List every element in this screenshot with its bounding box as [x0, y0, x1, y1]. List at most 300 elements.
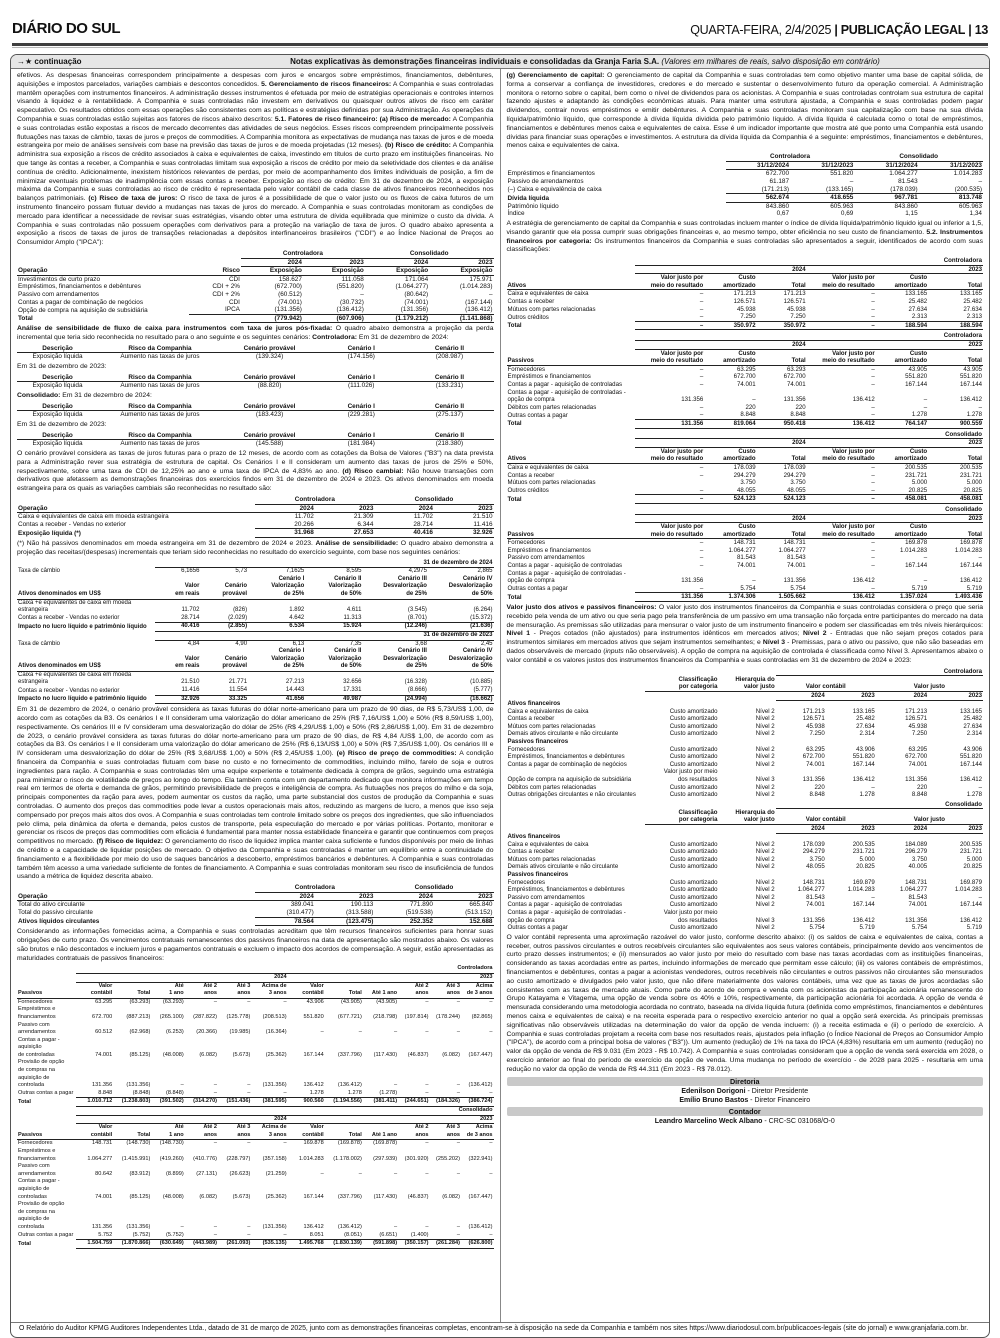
table-cell: 2023 [434, 504, 494, 513]
masthead-rule [12, 43, 988, 48]
table-cell: (261.284) [430, 1240, 461, 1249]
table-cell: 171.213 [905, 707, 928, 715]
table-cell: (21.259) [265, 1170, 287, 1177]
table-cell: 8.051 [288, 1232, 325, 1240]
table-cell: Outras contas a pagar [507, 411, 568, 419]
table-cell: 200.535 [959, 463, 982, 471]
table-cell: Custo amortizado [669, 783, 718, 791]
table-cell: 27.634 [963, 305, 982, 313]
table-cell: (229.281) [347, 411, 375, 419]
table-cell: 169.879 [959, 878, 982, 886]
financial-table [507, 257, 984, 330]
table-cell: Caixa e equivalentes de caixa [507, 840, 589, 848]
table-cell: Ativos líquidos circulantes [18, 918, 100, 926]
table-cell: 131.356 [92, 1082, 113, 1089]
table-cell: Ativos [507, 274, 636, 290]
table-cell: 190.113 [350, 901, 374, 909]
table-cell: Aumento nas taxas de juros [120, 440, 200, 448]
table-cell [507, 676, 645, 692]
table-cell [928, 833, 983, 841]
table-cell: – [699, 381, 704, 389]
table-cell: (178.039) [854, 186, 918, 194]
table-cell: – [425, 998, 429, 1005]
financial-table [17, 250, 494, 323]
table-cell: Total [757, 274, 807, 290]
table-cell: 20.825 [963, 863, 982, 871]
table-cell: Aumento nas taxas de juros [120, 411, 200, 419]
table-cell: – [699, 290, 704, 298]
table-cell: (145.588) [255, 440, 284, 448]
table-cell: (310.477) [255, 909, 315, 917]
table-cell: Acima de 3 anos [461, 1124, 494, 1140]
table-cell: Empréstimos e financiamentos [18, 1148, 56, 1162]
table-cell: 27.213 [285, 679, 305, 686]
table-cell: – [871, 554, 875, 562]
table-cell: – [635, 495, 704, 504]
table-cell: Ativos financeiros [507, 700, 561, 707]
table-cell: Risco da Companhia [98, 403, 222, 411]
table-cell [189, 314, 241, 323]
table-cell: Nível 2 [755, 745, 775, 753]
table-cell: 220 [795, 403, 806, 411]
table-cell: (151.436) [218, 1098, 251, 1107]
table-cell: Empréstimos e financiamentos [507, 170, 595, 178]
table-cell: – [456, 1082, 460, 1089]
table-cell: – [247, 1223, 251, 1230]
table-cell: Custo amortizado [876, 274, 928, 290]
table-cell: 8.848 [911, 791, 928, 799]
table-cell: Outros créditos [507, 313, 549, 321]
table-cell: (2.855) [200, 623, 248, 632]
table-cell [507, 439, 636, 448]
table-cell: 131.356 [635, 593, 704, 602]
table-cell: 167.144 [959, 901, 982, 909]
table-cell: 2023 [807, 439, 983, 448]
table-cell: 136.412 [807, 593, 876, 602]
table-cell: – [871, 403, 875, 411]
table-cell: 5.000 [911, 479, 928, 487]
table-cell: 126.571 [783, 298, 806, 306]
table-cell: – [871, 562, 875, 570]
table-cell: – [871, 893, 875, 901]
table-cell: – [699, 298, 704, 306]
table-cell: Taxa de câmbio [18, 640, 61, 647]
table-cell: – [699, 373, 704, 381]
table-cell: Custo amortizado [876, 447, 928, 463]
table-cell: 5.719 [859, 924, 875, 932]
table-cell: 2023 [429, 258, 493, 267]
table-cell: 7,35 [349, 640, 362, 647]
table-cell: (381.411) [363, 1098, 398, 1107]
table-cell: 2024 [776, 825, 826, 834]
table-cell: 11.702 [294, 513, 314, 521]
table-cell: Exposição líquida [32, 382, 83, 390]
table-cell: 74.001 [908, 760, 928, 768]
table-cell: 63.293 [787, 365, 806, 373]
table-cell: – [358, 1170, 362, 1177]
table-cell: Total [113, 1124, 151, 1140]
table-cell: 178.039 [783, 463, 806, 471]
table-cell [17, 560, 155, 568]
notice-title [187, 57, 983, 66]
table-cell: 8.848 [704, 411, 756, 419]
table-cell: (60.512) [278, 290, 302, 298]
table-cell: – [461, 1232, 494, 1240]
notice-header [11, 55, 989, 69]
table-cell: – [283, 1140, 287, 1147]
table-cell: (5.673) [232, 1051, 251, 1058]
table-cell: 2023 [928, 825, 983, 834]
table-cell: 5.754 [757, 585, 807, 593]
table-cell: 171.213 [802, 707, 825, 715]
table-cell: Total [507, 593, 522, 601]
table-cell: Contas a receber [507, 715, 555, 723]
table-cell: Nível 2 [755, 893, 775, 901]
table-cell: – [923, 577, 928, 585]
table-cell: Nível 3 [755, 916, 775, 924]
table-cell: (125.778) [226, 1013, 251, 1020]
table-cell: 1.505.662 [757, 593, 807, 602]
table-cell: 1.357.024 [876, 593, 928, 602]
financial-table [17, 432, 494, 448]
table-cell: – [635, 487, 704, 495]
table-cell: (5.752) [113, 1232, 151, 1240]
paragraph: Em 31 de dezembro de 2024, o cenário provável considera as taxas futuras do dólar norte-americano para um prazo de 90 dias, de R$ 5,73/US$ 1,00, de acordo com as cotações da B3. Os cenários I e II consideram uma valorização do dólar americano de 25% (R$ 7,16/US$ 1,00) e 50% (R$ 8,59/US$ 1,00), respectivamente. Os cenários III e IV consideram uma desvalorização do dólar de 25% (R$ 4,29/US$ 1,00) e 50% (R$ 2,86/US$ 1,00). Em 31 de dezembro de 2023, o cenário provável considera as taxas futuras do dólar norte-americano para um prazo de 90 dias, de R$ 4,84 /US$ 1,00, de acordo com as cotações da B3. Os cenários I e II consideram uma valorização do dólar americano de 25% (R$ 6,13/US$ 1,00) e 50% (R$ 7,35/US$ 1,00). Os cenários III e IV consideram uma desvalorização do dólar de 25% (R$ 3,68/US$ 1,00) e 50% (R$ 2,45/US$ 1,00). (e) Risco de preço de commodities: A condição financeira da Companhia e suas controladas flutuam com base no custo e no fornecimento de commodities, incluindo milho, farelo de soja e outros ingredientes para ração. A Companhia e suas controladas têm uma equipe experiente e totalmente dedicada à compra de grãos, seguindo uma estratégia para minimizar o risco de volatilidade de preços ao longo do tempo. Ela também conta com um departamento dedicado que monitora informações em tempo real em termos de oferta e demanda de grãos, permitindo previsibilidade de preços e inteligência de compra. As flutuações nos preços do milho e da soja, principais componentes da ração para aves, podem aumentar os custos da ração, uma parte substancial dos custos de produção da Companhia e suas controladas. O aumento dos preços das commodities pode levar a custos operacionais mais altos, reduzindo as margens de lucro, a menos que isso seja compensado por preços mais altos dos ovos. A Companhia e suas controladas tem controle limitado sobre os preços dos ingredientes, que são influenciados pelo clima, pela dinâmica da oferta e demanda, pelos custos de transporte, pela especulação do mercado e por várias políticas. Portanto, monitorar e gerenciar os riscos de preços das commodities com eficácia é fundamental para manter nossa estabilidade financeira e garantir que continuemos com preços competitivos no mercado. (f) Risco de liquidez: O gerenciamento do risco de liquidez implica manter caixa suficiente e fundos disponíveis por meio de linhas de crédito e a capacidade de liquidar posições de mercado. O objetivo da Companhia e suas controladas é manter um equilíbrio entre a continuidade do financiamento e a flexibilidade por meio do uso de saques bancários a descoberto, empréstimos bancários e debêntures. A Companhia e suas controladas também têm acesso a uma variedade suficiente de fontes de financiamento. A Companhia e suas controladas monitoram seu risco de insuficiência de fundos usando a métrica de liquidez descrita abaixo. [17, 706, 494, 881]
table-cell: 48.055 [806, 863, 825, 871]
table-cell: Nível 2 [755, 722, 775, 730]
table-cell: – [635, 321, 704, 330]
table-cell: 5.719 [876, 585, 928, 593]
table-cell: 2,865 [477, 568, 493, 575]
paragraph: Consolidado: Em 31 de dezembro de 2024: [17, 392, 152, 400]
table-cell: (551.820) [336, 283, 364, 291]
table-cell [645, 801, 719, 809]
table-cell: (131.356) [126, 1223, 151, 1230]
table-cell: – [425, 1029, 429, 1036]
table-cell: Operação [17, 504, 255, 513]
table-cell: 167.144 [852, 901, 875, 909]
table-cell: (313.588) [315, 909, 375, 917]
table-cell: 900.559 [928, 419, 983, 428]
table-cell: 131.356 [92, 1223, 113, 1230]
table-cell: 25.482 [856, 715, 875, 723]
table-cell: (184.326) [430, 1098, 461, 1107]
table-cell: (5.673) [232, 1193, 251, 1200]
table-cell: 78.564 [255, 917, 315, 926]
table-cell: – [213, 1140, 218, 1147]
table-cell: 7.250 [809, 730, 825, 738]
table-cell: Cenário I [317, 432, 405, 440]
table-cell: Ativos denominados em US$ [17, 576, 155, 599]
table-cell: 1.278 [928, 411, 983, 419]
table-cell: Controladora [255, 884, 374, 892]
table-cell: CDI + 2% [212, 283, 240, 291]
table-cell: 167.144 [959, 562, 982, 570]
table-cell [719, 738, 776, 746]
table-cell: – [699, 539, 704, 547]
table-cell: Fornecedores [507, 745, 546, 753]
table-cell: (8.666) [362, 687, 428, 695]
table-cell: Cenário provável [222, 432, 317, 440]
table-cell: Empréstimos e financiamentos [18, 1006, 56, 1020]
table-cell: Até 2 anos [398, 982, 429, 998]
table-cell: Cenário III Desvalorização de 25% [362, 576, 428, 599]
table-cell: (25.362) [265, 1051, 287, 1058]
table-cell: – [393, 1170, 398, 1177]
table-cell: – [425, 1140, 429, 1147]
table-cell: (12.246) [362, 623, 428, 632]
table-cell: – [807, 411, 876, 419]
table-cell: Acima de 3 anos [251, 1124, 287, 1140]
table-cell: 136.412 [959, 775, 982, 783]
table-cell: – [251, 1090, 287, 1098]
table-cell: 5.719 [928, 585, 983, 593]
table-cell: (133.231) [435, 382, 464, 390]
table-cell: Passivos [507, 349, 636, 365]
table-cell: Classificação por categoria [645, 676, 719, 692]
table-cell: 188.594 [876, 321, 928, 330]
table-cell [507, 691, 645, 700]
table-cell: 63.295 [95, 998, 113, 1005]
table-cell [507, 668, 645, 676]
table-cell: Classificação por categoria [645, 809, 719, 825]
table-cell: 551.820 [905, 373, 928, 381]
table-cell: 167.144 [959, 760, 982, 768]
table-cell: Valor justo [876, 809, 983, 825]
table-cell: 175.971 [469, 275, 493, 283]
table-cell [17, 1115, 76, 1124]
table-cell: – [489, 1170, 493, 1177]
table-cell: Custo amortizado [876, 349, 928, 365]
table-cell: CDI + 2% [212, 290, 240, 298]
table-cell: 27.634 [856, 722, 875, 730]
table-cell: Custo amortizado [669, 753, 718, 761]
table-cell: 40.416 [155, 623, 200, 632]
table-cell: 15.924 [305, 623, 362, 632]
table-cell: 672.700 [905, 753, 928, 761]
table-cell: Exposição [365, 267, 429, 276]
table-cell: Cenário IV Desvalorização de 50% [428, 576, 494, 599]
table-cell: 31/12/2024 [854, 161, 918, 170]
table-cell: Cenário provável [222, 374, 317, 382]
table-cell: 1.064.277 [87, 1155, 113, 1162]
table-cell: 11.313 [305, 615, 362, 623]
table-cell: (677.721) [337, 1013, 362, 1020]
table-cell: 2.314 [859, 730, 875, 738]
table-cell: – [978, 177, 982, 185]
table-cell: (218.798) [373, 1013, 398, 1020]
table-cell: Empréstimos, financiamentos e debêntures [507, 886, 625, 894]
table-cell: Contas a pagar - aquisição de controladas - opção de compra [507, 909, 626, 924]
table-cell: Descrição [17, 432, 98, 440]
table-cell: (337.796) [337, 1051, 362, 1058]
table-cell: Valor contábil [288, 1124, 325, 1140]
table-cell: Passivos [507, 523, 636, 539]
table-cell: 1.374.306 [704, 593, 756, 602]
table-cell: Total [757, 523, 807, 539]
table-cell: – [923, 403, 928, 411]
table-cell: 3.750 [740, 479, 756, 487]
table-cell: 2023 [928, 691, 983, 700]
table-cell: 672.700 [802, 753, 825, 761]
table-cell: 220 [916, 783, 928, 791]
paragraph: Considerando as informações fornecidas acima, a Companhia e suas controladas acreditam que têm recursos financeiros suficientes para honrar suas obrigações de curto prazo. Os vencimentos contratuais remanescentes dos passivos financeiros na data de apresentação são mostrados abaixo. Os valores são brutos e não descontados e incluem juros e pagamentos contratuais e excluem o impacto dos acordos de compensação. A seguir, estão apresentadas as maturidades contratuais de passivos financeiros: [17, 928, 494, 962]
table-cell: 2023 [315, 504, 375, 513]
table-cell: 133.165 [852, 707, 875, 715]
table-cell: Custo amortizado [669, 791, 718, 799]
table-cell: – [871, 539, 875, 547]
table-cell [507, 431, 636, 439]
table-cell: 136.412 [959, 396, 982, 404]
table-cell: 843.860 [894, 202, 918, 210]
table-cell: – [180, 1223, 184, 1230]
table-cell: Até 3 anos [430, 1124, 461, 1140]
table-cell: 2024 [876, 691, 928, 700]
table-cell: Valor justo por meio do resultado [635, 274, 704, 290]
table-cell [719, 668, 776, 676]
table-cell: – [923, 396, 928, 404]
table-cell [507, 257, 636, 265]
table-cell: (131.356) [241, 306, 303, 314]
table-cell: 126.571 [905, 715, 928, 723]
paragraph: (*) Não há passivos denominados em moeda estrangeira em 31 de dezembro de 2024 e 2023. Análise de sensibilidade: O quadro abaixo demonstra a projeção das receitas/(despesas) incrementais que teriam sido reconhecidas no resultado do exercício seguinte, com base nos seguintes cenários: [17, 539, 494, 556]
table-cell: (200.535) [919, 186, 983, 194]
auditor-note: O Relatório do Auditor KPMG Auditores Independentes Ltda., datado de 31 de março de 2025, junto com as demonstrações financeiras completas, encontram-se à disposição na sede da Companhia e também nos sites https://www.diariodosul.com.br/publicacoes-legais (site do jornal) e www.granjafaria.com.br. [11, 1322, 989, 1337]
table-cell: 5.752 [76, 1232, 113, 1240]
table-cell: 967.781 [854, 194, 918, 203]
table-cell [719, 825, 776, 834]
table-cell: Valor justo por meio dos resultados [663, 768, 718, 783]
table-cell: 0,67 [776, 210, 790, 218]
table-cell: 131.356 [681, 396, 704, 404]
table-cell: IPCA [189, 306, 241, 314]
table-cell: 167.144 [905, 381, 928, 389]
table-cell: Total [507, 322, 522, 330]
table-cell: – [358, 1029, 362, 1036]
table-cell: Contas a receber - Vendas no exterior [18, 521, 126, 529]
table-cell: 33.325 [200, 695, 248, 704]
table-cell: 136.412 [852, 775, 875, 783]
table-cell: Custo amortizado [669, 730, 718, 738]
paragraph: A estratégia de gerenciamento de capital da Companhia e suas controladas incluem manter o índice de dívida líquida/patrimônio líquido igual ou inferior a 1,5, visando garantir que ela possa cumprir suas obrigações financeiras e, ao mesmo tempo, obter eficiência no seu custo de financiamento. 5.2. Instrumentos financeiros por categoria: Os instrumentos financeiros da Companhia e suas controladas são apresentados a seguir, identificados de acordo com suas classificações: [506, 219, 984, 254]
table-cell: Risco da Companhia [98, 374, 222, 382]
table-cell: (208.513) [262, 1013, 287, 1020]
table-cell: Cenário I [317, 374, 405, 382]
table-cell: 74.001 [806, 901, 825, 909]
table-cell: Nível 2 [755, 760, 775, 768]
table-cell: – [180, 1082, 184, 1089]
table-cell: Mútuos com partes relacionadas [507, 855, 596, 863]
table-cell: (136.412) [468, 1223, 493, 1230]
table-cell: Valor justo por meio do resultado [807, 523, 876, 539]
table-cell: (297.939) [373, 1155, 398, 1162]
table-cell [507, 825, 645, 834]
table-cell: 294.279 [733, 471, 756, 479]
table-cell: 458.081 [928, 495, 983, 504]
table-cell: (275.137) [435, 411, 464, 419]
table-cell: Controladora [726, 153, 855, 161]
table-cell: Valor justo por meio do resultado [807, 274, 876, 290]
table-cell: (167.144) [465, 298, 493, 306]
table-cell: (88.820) [257, 382, 282, 390]
table-cell: Passivo com arrendamentos [18, 1163, 56, 1177]
table-cell: Até 2 anos [185, 1124, 218, 1140]
table-cell: 1.064.277 [728, 546, 756, 554]
table-cell: Custo amortizado [669, 715, 718, 723]
table-cell: Total do passivo circulante [18, 909, 93, 917]
table-cell: 2024 [876, 825, 928, 834]
table-cell: 148.731 [802, 878, 825, 886]
table-cell: Risco da Companhia [98, 432, 222, 440]
table-cell: 1.010.712 [76, 1098, 113, 1107]
table-cell: 20.825 [876, 487, 928, 495]
table-cell: Valor contábil [776, 809, 876, 825]
signature-line: Emílio Bruno Bastos - Diretor Financeiro [679, 1096, 811, 1104]
table-cell: 167.144 [303, 1193, 324, 1200]
financial-table [17, 884, 494, 926]
table-cell: 60.512 [95, 1029, 113, 1036]
table-cell: Contas a pagar - aquisição de controladas - opção de compra [507, 569, 626, 585]
table-cell: 7.250 [757, 313, 807, 321]
table-cell: (5.752) [151, 1232, 184, 1240]
table-cell: (322.941) [468, 1155, 493, 1162]
table-cell: Valor contábil [776, 676, 876, 692]
table-cell: Mútuos com partes relacionadas [507, 722, 596, 730]
table-cell: CDI [228, 275, 240, 283]
table-cell: 296.279 [905, 848, 928, 856]
table-cell: 3,68 [415, 640, 427, 647]
table-cell: 32.926 [434, 529, 494, 538]
table-cell: 81.543 [898, 177, 918, 185]
table-cell: 31 de dezembro de 2024 [155, 560, 493, 568]
table-cell: 81.543 [737, 554, 756, 562]
table-cell: Controladora [635, 332, 983, 340]
table-cell: 17.331 [305, 687, 362, 695]
table-cell: – [923, 554, 928, 562]
table-cell: (6.082) [199, 1193, 218, 1200]
table-cell: Total [18, 315, 33, 323]
table-cell: Demais ativos circulante e não circulante [507, 730, 619, 738]
table-cell: Descrição [17, 345, 98, 353]
table-cell: – [807, 321, 876, 330]
table-cell [17, 258, 189, 267]
paragraph: Valor justo dos ativos e passivos financeiros: O valor justo dos instrumentos financeiros da Companhia e suas controladas considera o preço que seria recebido pela venda de um ativo ou que seria pago pela transferência de um passivo em uma transação não forçada entre participantes do mercado na data de mensuração. As premissas são utilizadas para mensurar o valor justo de um instrumento financeiro e podem ser classificadas em três níveis hierárquicos: Nível 1 - Preços cotados (não ajustados) para instrumentos idênticos em mercados ativos; Nível 2 - Entradas que não sejam preços cotados para instrumentos similares em mercados ativos que sejam instrumentos semelhantes; e Nível 3 - Premissas, para o ativo ou passivo, que não são baseadas em dados observáveis de mercado (inputs não observáveis). A opção de compra na aquisição de controlada é classificada como Nível 3. Apresentamos abaixo o valor contábil e os valores justos dos instrumentos financeiros da Companhia e suas controladas em 31 de dezembro de 2024 e 2023: [506, 604, 984, 664]
table-cell: – [807, 495, 876, 504]
table-cell: 133.165 [959, 707, 982, 715]
table-cell: (20.366) [196, 1029, 218, 1036]
table-cell: 74.001 [787, 562, 806, 570]
table-cell [189, 250, 241, 258]
table-cell: 551.820 [959, 373, 982, 381]
table-cell: 200.535 [852, 840, 875, 848]
financial-table [507, 431, 984, 504]
table-cell: Passivos [17, 982, 76, 998]
financial-table [17, 560, 494, 705]
table-cell: Valor justo por meio do resultado [635, 349, 704, 365]
table-cell: Descrição [17, 374, 98, 382]
table-cell: – [430, 1090, 461, 1098]
table-cell: Total [928, 447, 983, 463]
table-cell: (80.642) [404, 290, 429, 298]
table-cell: 220 [814, 783, 825, 791]
table-cell: – [393, 1082, 398, 1089]
table-cell: 131.356 [905, 916, 928, 924]
table-cell: 31 de dezembro de 2023 [155, 631, 493, 640]
table-cell: Consolidado [635, 506, 983, 514]
table-cell: 1.014.283 [298, 1155, 324, 1162]
table-cell: Passivos financeiros [507, 871, 569, 879]
table-cell [507, 341, 636, 350]
